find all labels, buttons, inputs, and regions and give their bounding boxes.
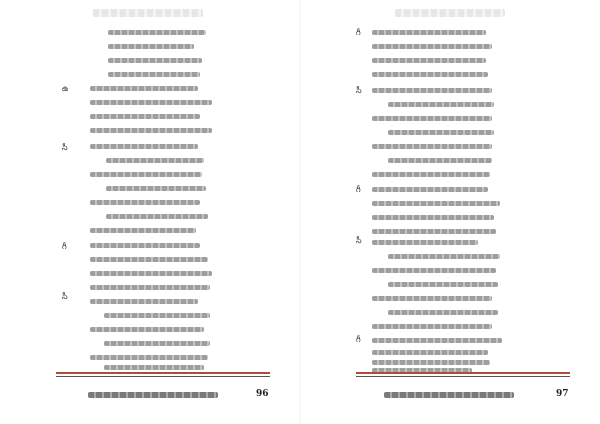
- verse-line: [90, 144, 198, 149]
- verse-line: [90, 100, 212, 105]
- verse-line: [372, 324, 492, 329]
- page-number: 96: [256, 389, 269, 399]
- verse-line: [108, 72, 200, 77]
- verse-line: [90, 285, 210, 290]
- verse-line: [372, 350, 488, 355]
- verse-line: [108, 44, 194, 49]
- verse-line: [90, 257, 208, 262]
- footer-rule: [56, 376, 270, 377]
- verse-line: [372, 201, 500, 206]
- verse-marker: గీ: [356, 185, 361, 194]
- verse-marker: గీ: [356, 335, 361, 344]
- verse-line: [90, 299, 198, 304]
- verse-marker: ఉ: [62, 84, 69, 93]
- verse-line: [372, 296, 492, 301]
- verse-line: [90, 114, 200, 119]
- verse-marker: సీ: [356, 86, 362, 95]
- verse-line: [104, 313, 210, 318]
- verse-marker: సీ: [62, 292, 68, 301]
- verse-line: [104, 341, 210, 346]
- verse-line: [106, 214, 208, 219]
- footer-text: [88, 392, 218, 398]
- verse-marker: సీ: [62, 143, 68, 152]
- verse-line: [372, 144, 492, 149]
- verse-marker: గీ: [62, 242, 67, 251]
- verse-line: [108, 58, 202, 63]
- verse-line: [372, 44, 492, 49]
- verse-block: [300, 0, 600, 380]
- verse-line: [372, 360, 490, 365]
- verse-line: [106, 158, 204, 163]
- footer-rule: [356, 372, 570, 374]
- verse-line: [90, 327, 204, 332]
- verse-line: [372, 58, 486, 63]
- footer-rule: [356, 376, 570, 377]
- verse-line: [372, 72, 488, 77]
- verse-line: [372, 30, 486, 35]
- page-number: 97: [556, 389, 569, 399]
- verse-line: [372, 88, 492, 93]
- verse-line: [90, 128, 212, 133]
- verse-line: [372, 187, 488, 192]
- verse-marker: సీ: [356, 236, 362, 245]
- verse-line: [90, 200, 200, 205]
- verse-line: [388, 254, 500, 259]
- right-page: [300, 0, 600, 424]
- verse-line: [388, 158, 492, 163]
- verse-line: [372, 338, 502, 343]
- verse-line: [90, 228, 196, 233]
- verse-line: [372, 215, 494, 220]
- verse-line: [90, 172, 202, 177]
- footer-rule: [56, 372, 270, 374]
- verse-line: [90, 355, 208, 360]
- footer-text: [384, 392, 514, 398]
- verse-line: [104, 365, 204, 370]
- verse-line: [90, 243, 200, 248]
- verse-line: [372, 268, 496, 273]
- verse-line: [388, 282, 498, 287]
- verse-line: [388, 102, 494, 107]
- verse-block: [0, 0, 300, 380]
- verse-line: [372, 229, 496, 234]
- verse-line: [108, 30, 206, 35]
- verse-line: [388, 310, 498, 315]
- verse-line: [90, 86, 198, 91]
- verse-line: [106, 186, 206, 191]
- verse-marker: గీ: [356, 28, 361, 37]
- verse-line: [372, 172, 490, 177]
- verse-line: [372, 240, 478, 245]
- verse-line: [90, 271, 212, 276]
- verse-line: [388, 130, 494, 135]
- verse-line: [372, 116, 492, 121]
